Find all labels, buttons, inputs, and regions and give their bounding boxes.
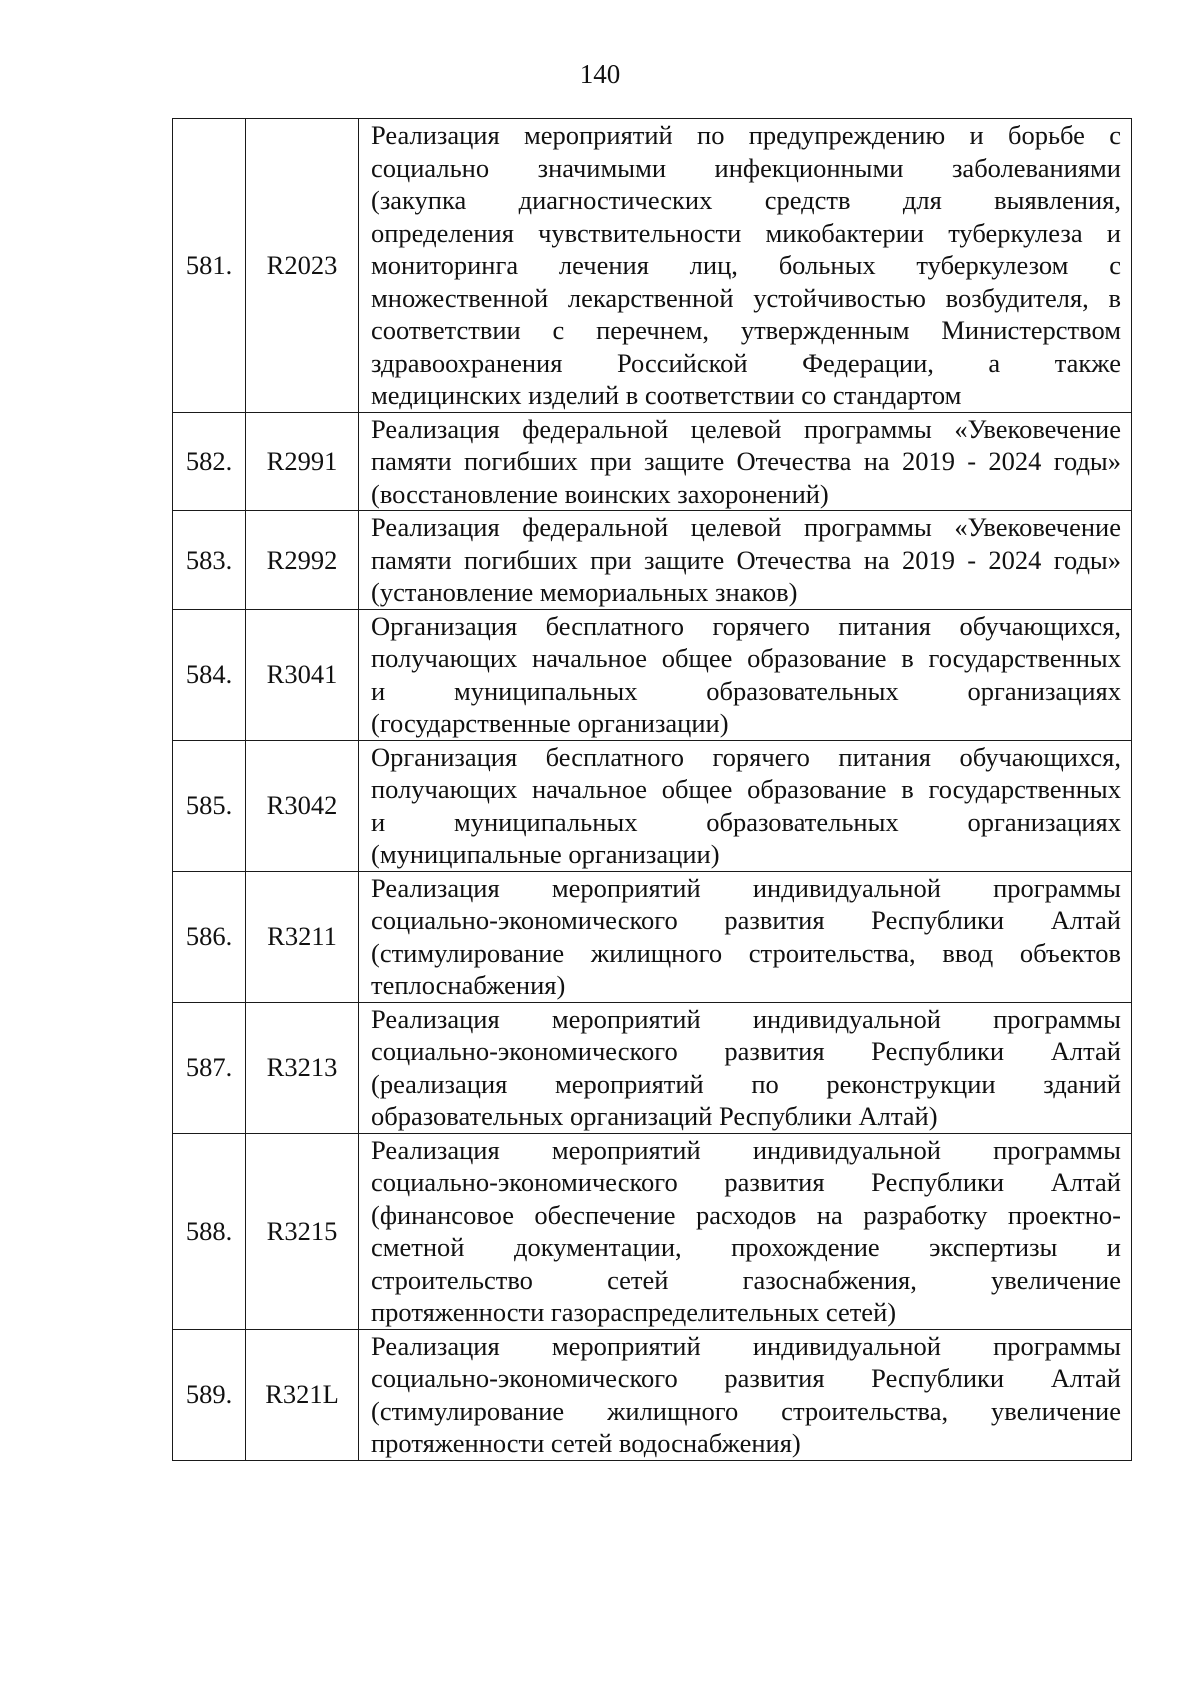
description-cell [359,511,1132,610]
budget-code-cell: R3211 [246,871,359,1002]
description-cell [359,871,1132,1002]
description-line: протяженности газораспределительных сетей) [371,1297,897,1327]
description-line: социально-экономического развития Республики Алтай [371,1363,1121,1393]
description-line: памяти погибших при защите Отечества на 2019 - 2024 годы» [371,544,1121,575]
budget-code-cell: R3215 [246,1133,359,1329]
budget-code-cell: R3041 [246,609,359,740]
budget-code-cell: R3042 [246,740,359,871]
description-line: соответствии с перечнем, утвержденным Министерством [371,315,1121,345]
description-line: Организация бесплатного горячего питания обучающихся, [371,741,1121,772]
description-line: образовательных организаций Республики Алтай) [371,1101,938,1131]
description-line: Реализация мероприятий индивидуальной программы [371,1330,1121,1361]
description-line: протяженности сетей водоснабжения) [371,1428,801,1458]
description-cell [359,740,1132,871]
table-row [173,412,1132,511]
description-line: (стимулирование жилищного строительства, ввод объектов [371,937,1121,968]
description-line: социально-экономического развития Республики Алтай [371,1036,1121,1066]
budget-code-cell: R321L [246,1329,359,1460]
description-cell [359,1133,1132,1329]
row-number-cell: 582. [173,412,246,511]
description-line: определения чувствительности микобактерии туберкулеза и [371,217,1121,248]
description-line: сметной документации, прохождение экспертизы и [371,1232,1121,1262]
budget-code-cell: R2023 [246,119,359,413]
description-line: (восстановление воинских захоронений) [371,478,829,509]
description-line: медицинских изделий в соответствии со стандартом [371,380,962,410]
description-line: Реализация мероприятий по предупреждению и борьбе с [371,120,1121,150]
table-row [173,740,1132,871]
description-line: Организация бесплатного горячего питания обучающихся, [371,610,1121,641]
row-number-cell: 584. [173,609,246,740]
page-number: 140 [579,59,621,89]
description-line: социально-экономического развития Республики Алтай [371,1167,1121,1197]
description-line: Реализация федеральной целевой программы «Увековечение [371,512,1121,542]
description-line: (реализация мероприятий по реконструкции зданий [371,1068,1121,1099]
description-line: здравоохранения Российской Федерации, а также [371,347,1121,378]
description-cell [359,1002,1132,1133]
description-line: (муниципальные организации) [371,839,720,869]
description-cell [359,609,1132,740]
description-cell [359,119,1132,413]
table-row [173,1133,1132,1329]
description-cell [359,1329,1132,1460]
budget-code-cell: R2992 [246,511,359,610]
table-body [173,119,1132,1461]
description-line: Реализация федеральной целевой программы «Увековечение [371,413,1121,444]
description-line: (стимулирование жилищного строительства, увеличение [371,1395,1121,1426]
table-row [173,1329,1132,1460]
description-line: социально значимыми инфекционными заболеваниями [371,152,1121,183]
row-number-cell: 589. [173,1329,246,1460]
row-number-cell: 587. [173,1002,246,1133]
description-line: (закупка диагностических средств для выявления, [371,185,1121,215]
row-number-cell: 585. [173,740,246,871]
description-line: получающих начальное общее образование в государственных [371,774,1121,804]
description-line: и муниципальных образовательных организациях [371,675,1121,706]
budget-codes-table [172,118,1132,1461]
description-line: социально-экономического развития Республики Алтай [371,905,1121,935]
description-line: строительство сетей газоснабжения, увеличение [371,1264,1121,1295]
description-line: мониторинга лечения лиц, больных туберкулезом с [371,250,1121,280]
table-row [173,119,1132,413]
description-line: множественной лекарственной устойчивостью возбудителя, в [371,282,1121,313]
description-line: (государственные организации) [371,708,729,738]
row-number-cell: 581. [173,119,246,413]
row-number-cell: 586. [173,871,246,1002]
description-cell [359,412,1132,511]
description-line: теплоснабжения) [371,970,566,1000]
description-line: Реализация мероприятий индивидуальной программы [371,1134,1121,1165]
row-number-cell: 583. [173,511,246,610]
budget-code-cell: R3213 [246,1002,359,1133]
description-line: (установление мемориальных знаков) [371,577,798,607]
budget-code-cell: R2991 [246,412,359,511]
description-line: Реализация мероприятий индивидуальной программы [371,872,1121,903]
row-number-cell: 588. [173,1133,246,1329]
description-line: (финансовое обеспечение расходов на разработку проектно- [371,1199,1121,1230]
table-row [173,1002,1132,1133]
description-line: получающих начальное общее образование в государственных [371,643,1121,673]
table-row [173,871,1132,1002]
table-row [173,609,1132,740]
description-line: и муниципальных образовательных организациях [371,806,1121,837]
description-line: Реализация мероприятий индивидуальной программы [371,1003,1121,1034]
table-row [173,511,1132,610]
description-line: памяти погибших при защите Отечества на 2019 - 2024 годы» [371,446,1121,476]
